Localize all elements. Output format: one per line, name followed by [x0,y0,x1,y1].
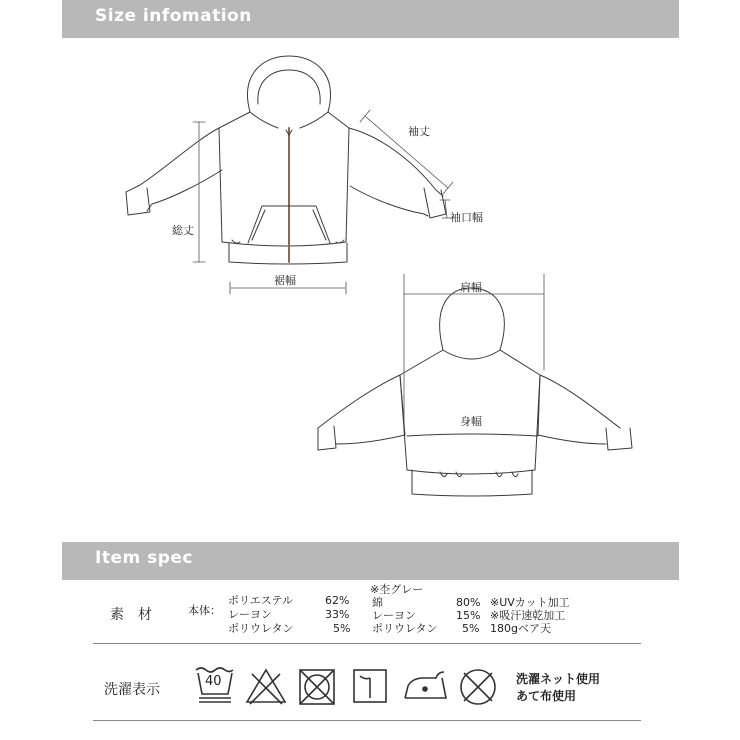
item-spec-header [62,542,679,580]
material-pct: 5% [333,622,351,635]
material-pct: 33% [325,608,350,621]
size-info-title: Size infomation [95,6,252,26]
body-label: 本体： [188,604,221,617]
no-bleach-icon [244,666,288,706]
no-tumble-dry-icon [296,666,338,706]
material-pct: 80% [456,596,481,609]
divider [93,643,641,644]
care-note-net: 洗濯ネット使用 [516,672,601,686]
sleeve-length-label: 袖丈 [408,125,430,138]
total-length-label: 総丈 [172,224,194,237]
color-note: ※杢グレー [370,583,424,596]
cuff-width-label: 袖口幅 [450,211,483,224]
material-name: ポリウレタン [372,622,438,635]
divider [93,720,641,721]
care-label: 洗濯表示 [104,682,160,698]
iron-low-icon [402,668,450,704]
feature-item: ※UVカット加工 [490,596,570,609]
care-note-cloth: あて布使用 [516,689,577,703]
back-dimension-lines [404,274,544,432]
material-label: 素 材 [110,607,152,623]
material-name: レーヨン [228,608,272,621]
material-name: ポリエステル [228,594,294,607]
item-spec-title: Item spec [95,548,194,568]
wash-temperature: 40 [205,674,222,689]
material-name: 綿 [372,596,383,609]
body-width-label: 身幅 [460,415,482,428]
material-pct: 62% [325,594,350,607]
feature-item: 180gベア天 [490,622,551,635]
material-name: レーヨン [372,609,416,622]
feature-item: ※吸汗速乾加工 [490,609,566,622]
material-name: ポリウレタン [228,622,294,635]
no-dry-clean-icon [457,666,499,706]
material-pct: 15% [456,609,481,622]
material-pct: 5% [462,622,480,635]
hang-dry-icon [350,666,390,706]
shoulder-width-label: 肩幅 [460,281,482,294]
hoodie-back-drawing [318,288,632,496]
hem-width-label: 裾幅 [274,274,296,287]
